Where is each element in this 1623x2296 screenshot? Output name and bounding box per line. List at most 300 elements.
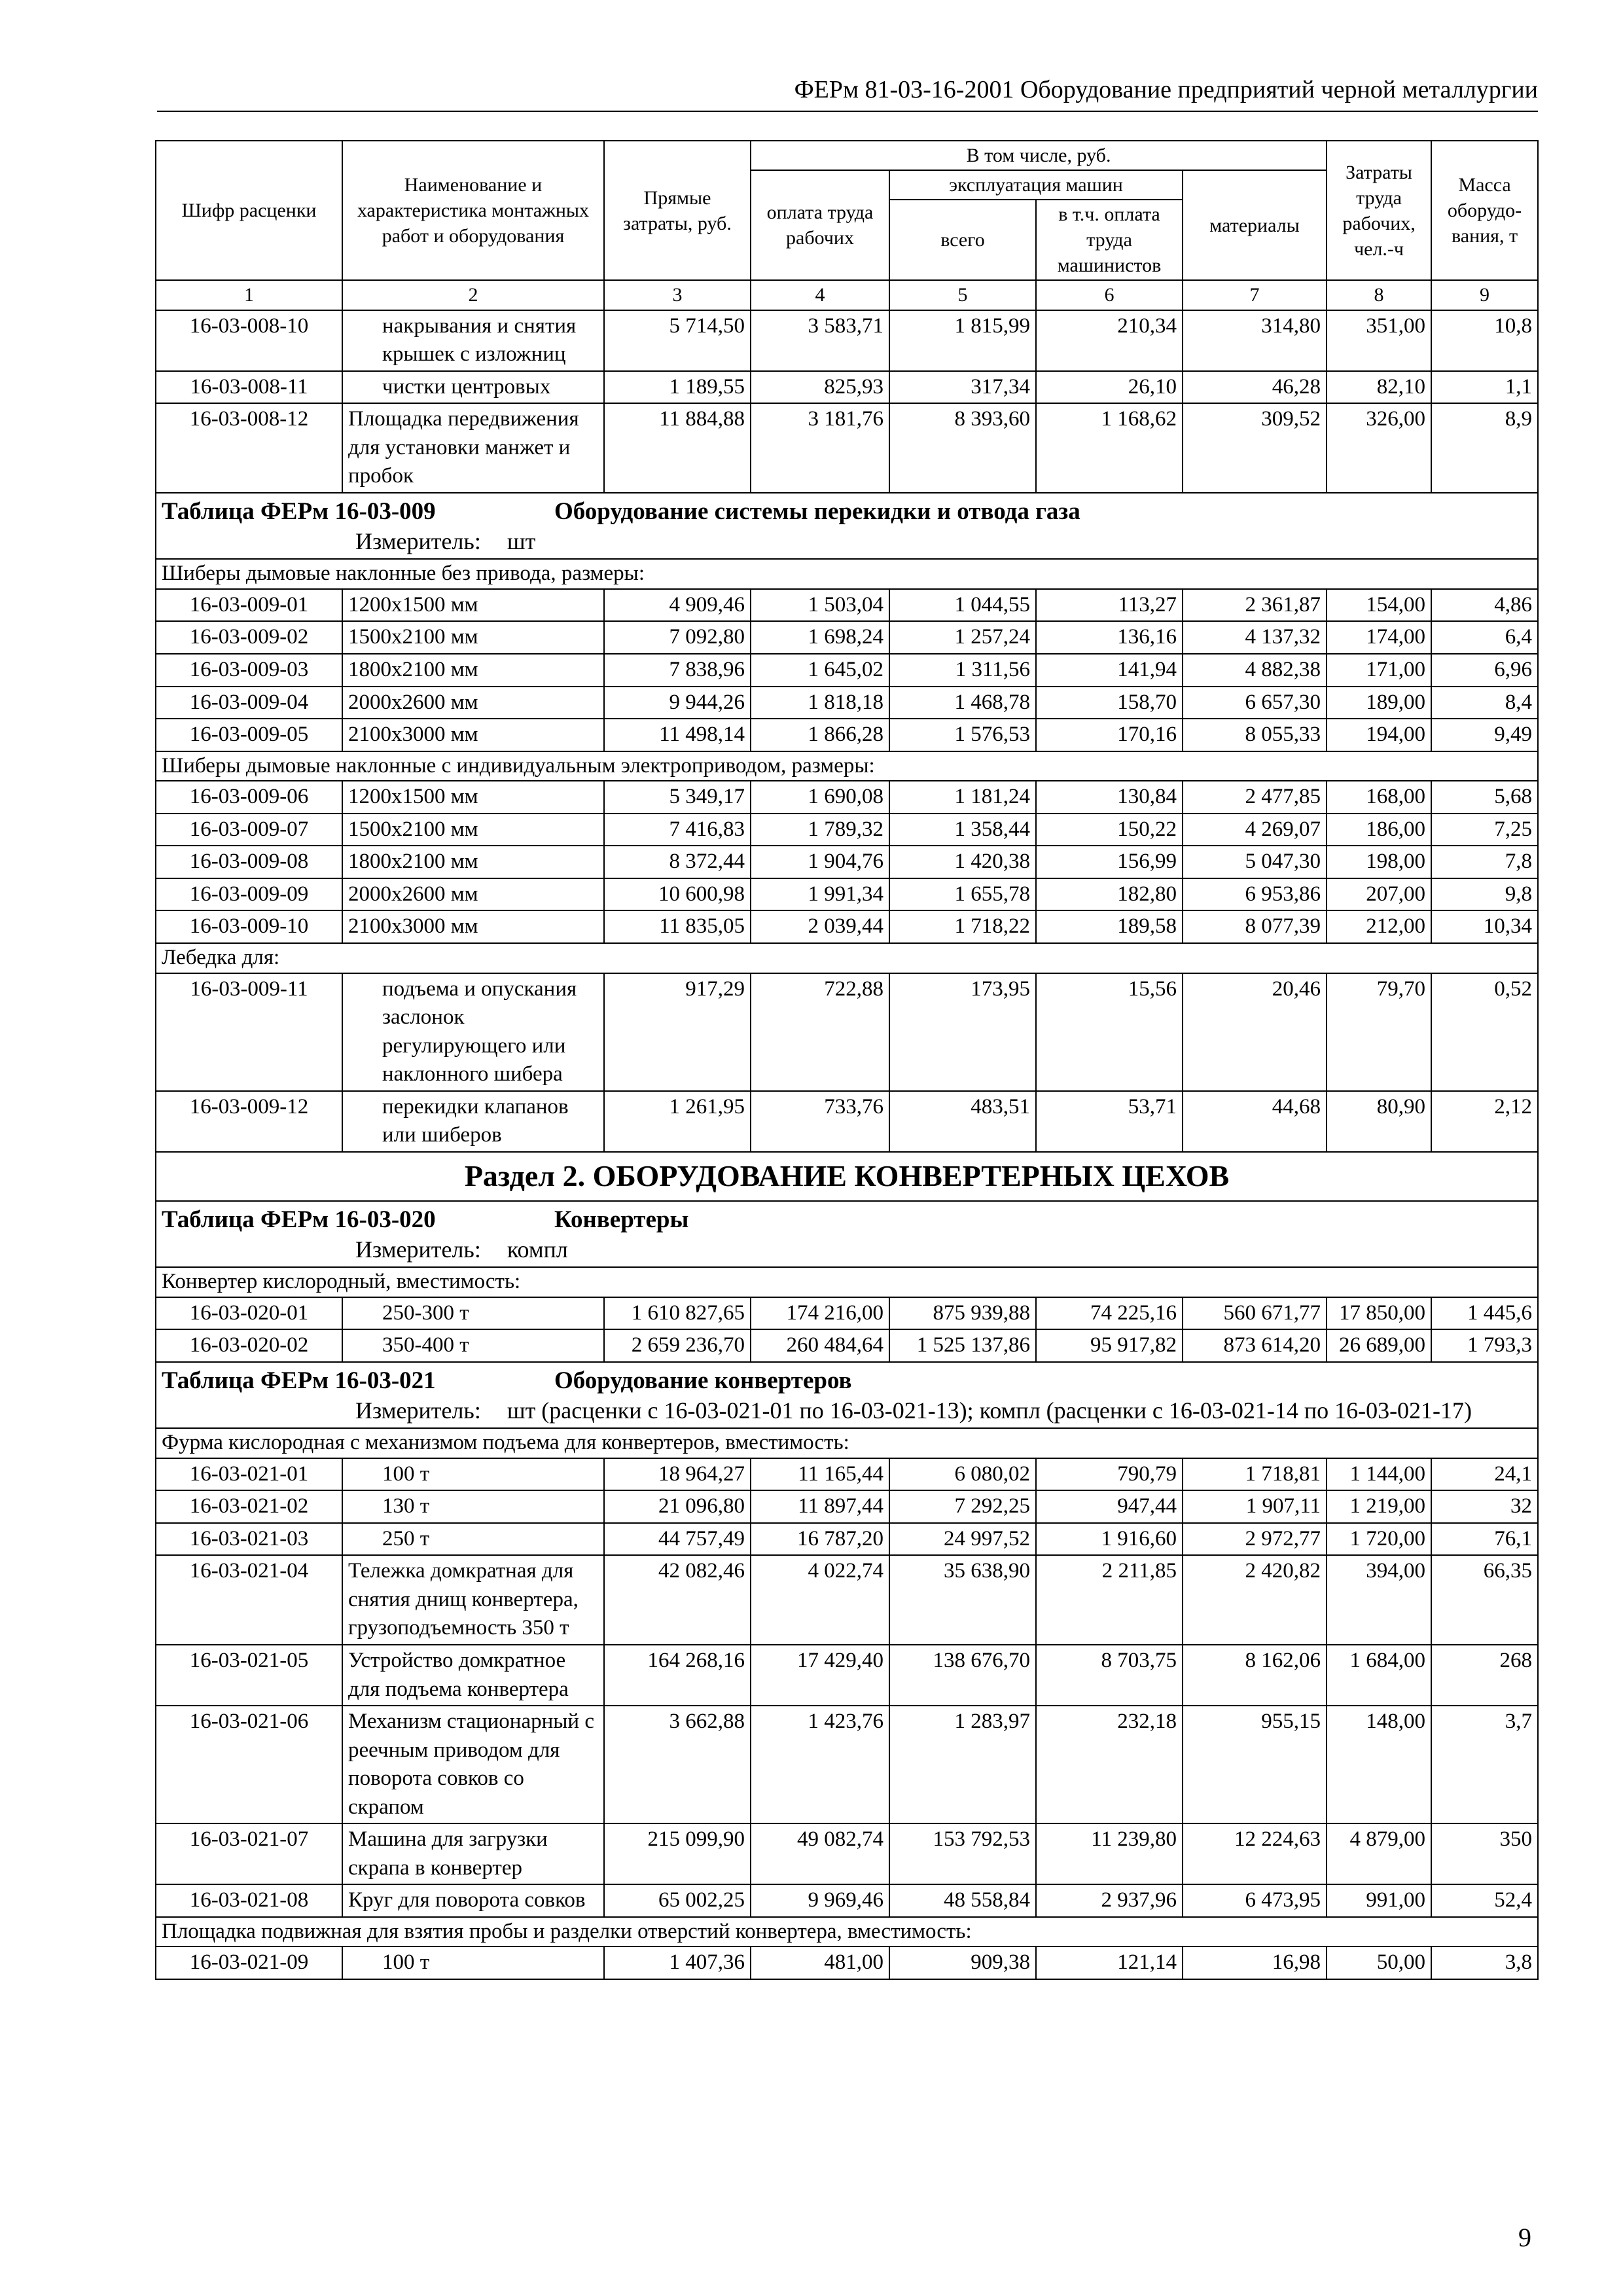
table-title: Таблица ФЕРм 16-03-020 (162, 1206, 436, 1233)
value-c6: 947,44 (1036, 1490, 1183, 1523)
value-c7: 4 882,38 (1183, 654, 1327, 687)
value-c3: 5 714,50 (604, 310, 751, 371)
group-row (156, 943, 1538, 973)
value-c8: 171,00 (1327, 654, 1431, 687)
value-c9: 3,8 (1431, 1946, 1538, 1979)
value-c5: 1 181,24 (889, 781, 1036, 814)
value-c3: 44 757,49 (604, 1523, 751, 1556)
table-body (156, 310, 1538, 1979)
value-c3: 917,29 (604, 973, 751, 1091)
group-label: Площадка подвижная для взятия пробы и разделки отверстий конвертера, вместимость: (156, 1917, 1538, 1947)
value-c3: 9 944,26 (604, 687, 751, 719)
value-c9: 4,86 (1431, 589, 1538, 622)
group-label: Шиберы дымовые наклонные с индивидуальным электроприводом, размеры: (156, 751, 1538, 781)
value-c5: 1 576,53 (889, 719, 1036, 751)
value-c7: 955,15 (1183, 1706, 1327, 1823)
value-c7: 12 224,63 (1183, 1823, 1327, 1884)
value-c4: 1 904,76 (751, 846, 889, 878)
value-c8: 50,00 (1327, 1946, 1431, 1979)
table-heading-row (156, 493, 1538, 560)
measure-value: компл (507, 1236, 568, 1263)
work-name: 1800х2100 мм (342, 846, 604, 878)
table-title-line (162, 1365, 1532, 1395)
value-c5: 1 525 137,86 (889, 1329, 1036, 1362)
rate-code: 16-03-021-01 (156, 1458, 342, 1491)
value-c3: 8 372,44 (604, 846, 751, 878)
work-name: 1500х2100 мм (342, 621, 604, 654)
value-c4: 733,76 (751, 1091, 889, 1152)
value-c8: 17 850,00 (1327, 1297, 1431, 1330)
value-c8: 1 144,00 (1327, 1458, 1431, 1491)
value-c3: 1 189,55 (604, 371, 751, 404)
value-c5: 1 358,44 (889, 814, 1036, 846)
value-c9: 350 (1431, 1823, 1538, 1884)
value-c8: 991,00 (1327, 1884, 1431, 1917)
table-row (156, 781, 1538, 814)
table-heading (156, 1201, 1538, 1268)
value-c6: 158,70 (1036, 687, 1183, 719)
table-row (156, 310, 1538, 371)
value-c6: 8 703,75 (1036, 1645, 1183, 1706)
value-c6: 170,16 (1036, 719, 1183, 751)
value-c9: 6,96 (1431, 654, 1538, 687)
value-c7: 2 972,77 (1183, 1523, 1327, 1556)
rate-code: 16-03-020-01 (156, 1297, 342, 1330)
table-heading-row (156, 1362, 1538, 1429)
work-name: 250 т (342, 1523, 604, 1556)
rate-code: 16-03-009-03 (156, 654, 342, 687)
rate-code: 16-03-021-09 (156, 1946, 342, 1979)
value-c4: 1 698,24 (751, 621, 889, 654)
group-label: Шиберы дымовые наклонные без привода, размеры: (156, 559, 1538, 589)
rate-code: 16-03-009-11 (156, 973, 342, 1091)
value-c8: 1 684,00 (1327, 1645, 1431, 1706)
group-label: Фурма кислородная с механизмом подъема для конвертеров, вместимость: (156, 1428, 1538, 1458)
value-c7: 2 477,85 (1183, 781, 1327, 814)
value-c6: 95 917,82 (1036, 1329, 1183, 1362)
table-row (156, 1823, 1538, 1884)
value-c4: 11 165,44 (751, 1458, 889, 1491)
col-machines-header: эксплуатация машин (889, 170, 1183, 200)
rate-code: 16-03-009-10 (156, 910, 342, 943)
value-c5: 317,34 (889, 371, 1036, 404)
col-code-header: Шифр расценки (156, 141, 342, 280)
value-c6: 11 239,80 (1036, 1823, 1183, 1884)
rate-code: 16-03-021-08 (156, 1884, 342, 1917)
table-row (156, 910, 1538, 943)
table-header (156, 141, 1538, 310)
value-c8: 189,00 (1327, 687, 1431, 719)
value-c7: 6 473,95 (1183, 1884, 1327, 1917)
value-c4: 1 423,76 (751, 1706, 889, 1823)
value-c4: 9 969,46 (751, 1884, 889, 1917)
value-c3: 3 662,88 (604, 1706, 751, 1823)
measure-value: шт (507, 528, 536, 554)
value-c6: 189,58 (1036, 910, 1183, 943)
value-c6: 1 168,62 (1036, 403, 1183, 493)
value-c5: 1 044,55 (889, 589, 1036, 622)
group-label: Лебедка для: (156, 943, 1538, 973)
value-c4: 1 503,04 (751, 589, 889, 622)
value-c4: 3 583,71 (751, 310, 889, 371)
work-name: 350-400 т (342, 1329, 604, 1362)
value-c4: 1 866,28 (751, 719, 889, 751)
value-c6: 26,10 (1036, 371, 1183, 404)
value-c3: 10 600,98 (604, 878, 751, 911)
page-number: 9 (1518, 2223, 1531, 2252)
group-label: Конвертер кислородный, вместимость: (156, 1267, 1538, 1297)
value-c4: 17 429,40 (751, 1645, 889, 1706)
col-materials-header: материалы (1183, 170, 1327, 280)
value-c3: 1 407,36 (604, 1946, 751, 1979)
rate-code: 16-03-008-11 (156, 371, 342, 404)
value-c4: 4 022,74 (751, 1555, 889, 1645)
value-c8: 148,00 (1327, 1706, 1431, 1823)
table-row (156, 846, 1538, 878)
col-number: 5 (889, 280, 1036, 310)
value-c7: 8 162,06 (1183, 1645, 1327, 1706)
col-number: 8 (1327, 280, 1431, 310)
value-c9: 52,4 (1431, 1884, 1538, 1917)
value-c5: 6 080,02 (889, 1458, 1036, 1491)
measure-line (162, 1395, 1532, 1427)
work-name: Площадка передвижения для установки манжет и пробок (342, 403, 604, 493)
value-c5: 909,38 (889, 1946, 1036, 1979)
col-number: 3 (604, 280, 751, 310)
value-c9: 5,68 (1431, 781, 1538, 814)
value-c8: 79,70 (1327, 973, 1431, 1091)
rate-code: 16-03-021-06 (156, 1706, 342, 1823)
col-labor-header: Затраты труда рабочих, чел.-ч (1327, 141, 1431, 280)
value-c5: 35 638,90 (889, 1555, 1036, 1645)
value-c6: 182,80 (1036, 878, 1183, 911)
value-c7: 5 047,30 (1183, 846, 1327, 878)
value-c6: 74 225,16 (1036, 1297, 1183, 1330)
value-c8: 326,00 (1327, 403, 1431, 493)
value-c4: 49 082,74 (751, 1823, 889, 1884)
table-row (156, 1297, 1538, 1330)
col-number: 2 (342, 280, 604, 310)
table-heading-row (156, 1201, 1538, 1268)
value-c4: 3 181,76 (751, 403, 889, 493)
rate-code: 16-03-009-04 (156, 687, 342, 719)
value-c9: 76,1 (1431, 1523, 1538, 1556)
value-c3: 7 838,96 (604, 654, 751, 687)
rate-code: 16-03-009-07 (156, 814, 342, 846)
value-c6: 1 916,60 (1036, 1523, 1183, 1556)
value-c7: 1 718,81 (1183, 1458, 1327, 1491)
work-name: 100 т (342, 1946, 604, 1979)
value-c5: 138 676,70 (889, 1645, 1036, 1706)
value-c7: 16,98 (1183, 1946, 1327, 1979)
value-c4: 1 818,18 (751, 687, 889, 719)
table-row (156, 1490, 1538, 1523)
value-c9: 0,52 (1431, 973, 1538, 1091)
value-c7: 20,46 (1183, 973, 1327, 1091)
value-c8: 174,00 (1327, 621, 1431, 654)
value-c4: 481,00 (751, 1946, 889, 1979)
value-c8: 351,00 (1327, 310, 1431, 371)
group-row (156, 559, 1538, 589)
table-row (156, 654, 1538, 687)
value-c6: 210,34 (1036, 310, 1183, 371)
value-c8: 168,00 (1327, 781, 1431, 814)
value-c9: 32 (1431, 1490, 1538, 1523)
value-c9: 1 445,6 (1431, 1297, 1538, 1330)
value-c7: 8 055,33 (1183, 719, 1327, 751)
work-name: 1200х1500 мм (342, 589, 604, 622)
value-c4: 260 484,64 (751, 1329, 889, 1362)
value-c7: 46,28 (1183, 371, 1327, 404)
value-c6: 121,14 (1036, 1946, 1183, 1979)
value-c5: 24 997,52 (889, 1523, 1036, 1556)
value-c3: 164 268,16 (604, 1645, 751, 1706)
value-c7: 8 077,39 (1183, 910, 1327, 943)
value-c8: 4 879,00 (1327, 1823, 1431, 1884)
group-row (156, 751, 1538, 781)
table-row (156, 1523, 1538, 1556)
value-c6: 53,71 (1036, 1091, 1183, 1152)
rate-code: 16-03-020-02 (156, 1329, 342, 1362)
value-c7: 6 953,86 (1183, 878, 1327, 911)
value-c5: 8 393,60 (889, 403, 1036, 493)
value-c6: 2 937,96 (1036, 1884, 1183, 1917)
table-row (156, 1329, 1538, 1362)
work-name: накрывания и снятия крышек с изложниц (342, 310, 604, 371)
value-c8: 80,90 (1327, 1091, 1431, 1152)
measure-line (162, 526, 1532, 558)
value-c4: 1 645,02 (751, 654, 889, 687)
value-c9: 6,4 (1431, 621, 1538, 654)
value-c3: 7 092,80 (604, 621, 751, 654)
table-heading (156, 1362, 1538, 1429)
value-c8: 212,00 (1327, 910, 1431, 943)
rate-code: 16-03-008-12 (156, 403, 342, 493)
value-c5: 1 815,99 (889, 310, 1036, 371)
value-c4: 174 216,00 (751, 1297, 889, 1330)
work-name: перекидки клапанов или шиберов (342, 1091, 604, 1152)
value-c3: 11 498,14 (604, 719, 751, 751)
work-name: Круг для поворота совков (342, 1884, 604, 1917)
col-number: 4 (751, 280, 889, 310)
value-c8: 198,00 (1327, 846, 1431, 878)
value-c8: 207,00 (1327, 878, 1431, 911)
value-c9: 268 (1431, 1645, 1538, 1706)
table-row (156, 687, 1538, 719)
value-c9: 10,8 (1431, 310, 1538, 371)
value-c4: 16 787,20 (751, 1523, 889, 1556)
price-table (155, 140, 1539, 1980)
value-c3: 215 099,90 (604, 1823, 751, 1884)
col-number: 1 (156, 280, 342, 310)
value-c4: 1 690,08 (751, 781, 889, 814)
rate-code: 16-03-009-12 (156, 1091, 342, 1152)
value-c5: 153 792,53 (889, 1823, 1036, 1884)
table-row (156, 1645, 1538, 1706)
value-c4: 2 039,44 (751, 910, 889, 943)
work-name: чистки центровых (342, 371, 604, 404)
value-c7: 309,52 (1183, 403, 1327, 493)
rate-code: 16-03-009-05 (156, 719, 342, 751)
value-c5: 1 468,78 (889, 687, 1036, 719)
value-c9: 7,8 (1431, 846, 1538, 878)
value-c7: 6 657,30 (1183, 687, 1327, 719)
rate-code: 16-03-008-10 (156, 310, 342, 371)
value-c9: 3,7 (1431, 1706, 1538, 1823)
table-row (156, 973, 1538, 1091)
value-c5: 1 420,38 (889, 846, 1036, 878)
rate-code: 16-03-021-03 (156, 1523, 342, 1556)
value-c9: 10,34 (1431, 910, 1538, 943)
value-c4: 1 991,34 (751, 878, 889, 911)
value-c5: 875 939,88 (889, 1297, 1036, 1330)
value-c8: 82,10 (1327, 371, 1431, 404)
value-c9: 1 793,3 (1431, 1329, 1538, 1362)
value-c8: 394,00 (1327, 1555, 1431, 1645)
table-row (156, 719, 1538, 751)
work-name: 1800х2100 мм (342, 654, 604, 687)
work-name: 250-300 т (342, 1297, 604, 1330)
value-c5: 1 311,56 (889, 654, 1036, 687)
table-heading (156, 493, 1538, 560)
value-c9: 24,1 (1431, 1458, 1538, 1491)
work-name: 1500х2100 мм (342, 814, 604, 846)
value-c6: 790,79 (1036, 1458, 1183, 1491)
work-name: Механизм стационарный с реечным приводом для поворота совков со скрапом (342, 1706, 604, 1823)
value-c3: 42 082,46 (604, 1555, 751, 1645)
rate-code: 16-03-021-02 (156, 1490, 342, 1523)
value-c6: 113,27 (1036, 589, 1183, 622)
measure-value: шт (расценки с 16-03-021-01 по 16-03-021-13); компл (расценки с 16-03-021-14 по 16-03-021-17) (507, 1397, 1472, 1424)
work-name: 2000х2600 мм (342, 878, 604, 911)
value-c7: 44,68 (1183, 1091, 1327, 1152)
work-name: 2100х3000 мм (342, 910, 604, 943)
table-row (156, 814, 1538, 846)
col-machines-wages-header: в т.ч. оплата труда машинистов (1036, 200, 1183, 280)
col-number: 9 (1431, 280, 1538, 310)
value-c6: 15,56 (1036, 973, 1183, 1091)
rate-code: 16-03-021-05 (156, 1645, 342, 1706)
table-title-line (162, 496, 1532, 526)
value-c6: 156,99 (1036, 846, 1183, 878)
rate-code: 16-03-009-09 (156, 878, 342, 911)
value-c4: 11 897,44 (751, 1490, 889, 1523)
table-title-line (162, 1204, 1532, 1234)
header-title: ФЕРм 81-03-16-2001 Оборудование предприятий черной металлургии (794, 76, 1538, 103)
value-c5: 1 283,97 (889, 1706, 1036, 1823)
work-name: Машина для загрузки скрапа в конвертер (342, 1823, 604, 1884)
col-including-header: В том числе, руб. (751, 141, 1327, 170)
table-title: Таблица ФЕРм 16-03-009 (162, 497, 436, 525)
rate-code: 16-03-009-08 (156, 846, 342, 878)
value-c4: 1 789,32 (751, 814, 889, 846)
rate-code: 16-03-009-02 (156, 621, 342, 654)
rate-code: 16-03-009-06 (156, 781, 342, 814)
value-c8: 1 219,00 (1327, 1490, 1431, 1523)
value-c4: 722,88 (751, 973, 889, 1091)
section-title: Раздел 2. ОБОРУДОВАНИЕ КОНВЕРТЕРНЫХ ЦЕХОВ (156, 1152, 1538, 1201)
value-c5: 1 718,22 (889, 910, 1036, 943)
value-c3: 2 659 236,70 (604, 1329, 751, 1362)
rate-code: 16-03-021-04 (156, 1555, 342, 1645)
value-c5: 48 558,84 (889, 1884, 1036, 1917)
value-c5: 1 655,78 (889, 878, 1036, 911)
measure-label: Измеритель: (355, 1236, 481, 1263)
value-c6: 150,22 (1036, 814, 1183, 846)
value-c7: 1 907,11 (1183, 1490, 1327, 1523)
table-row (156, 621, 1538, 654)
page-header (157, 69, 1538, 112)
value-c4: 825,93 (751, 371, 889, 404)
table-row (156, 1946, 1538, 1979)
work-name: 1200х1500 мм (342, 781, 604, 814)
work-name: 2000х2600 мм (342, 687, 604, 719)
col-mass-header: Масса оборудо-вания, т (1431, 141, 1538, 280)
value-c3: 18 964,27 (604, 1458, 751, 1491)
col-direct-header: Прямые затраты, руб. (604, 141, 751, 280)
value-c8: 154,00 (1327, 589, 1431, 622)
value-c7: 4 137,32 (1183, 621, 1327, 654)
measure-label: Измеритель: (355, 528, 481, 554)
table-row (156, 878, 1538, 911)
value-c7: 4 269,07 (1183, 814, 1327, 846)
table-row (156, 371, 1538, 404)
value-c3: 4 909,46 (604, 589, 751, 622)
value-c9: 7,25 (1431, 814, 1538, 846)
value-c3: 11 884,88 (604, 403, 751, 493)
measure-label: Измеритель: (355, 1397, 481, 1424)
table-row (156, 403, 1538, 493)
value-c3: 1 261,95 (604, 1091, 751, 1152)
value-c3: 1 610 827,65 (604, 1297, 751, 1330)
col-wages-header: оплата труда рабочих (751, 170, 889, 280)
group-row (156, 1428, 1538, 1458)
value-c7: 314,80 (1183, 310, 1327, 371)
value-c9: 66,35 (1431, 1555, 1538, 1645)
value-c9: 9,8 (1431, 878, 1538, 911)
measure-line (162, 1234, 1532, 1266)
value-c7: 873 614,20 (1183, 1329, 1327, 1362)
value-c6: 2 211,85 (1036, 1555, 1183, 1645)
table-row (156, 1706, 1538, 1823)
value-c5: 173,95 (889, 973, 1036, 1091)
value-c5: 7 292,25 (889, 1490, 1036, 1523)
work-name: 2100х3000 мм (342, 719, 604, 751)
value-c9: 8,9 (1431, 403, 1538, 493)
value-c5: 483,51 (889, 1091, 1036, 1152)
value-c6: 136,16 (1036, 621, 1183, 654)
value-c9: 1,1 (1431, 371, 1538, 404)
group-row (156, 1267, 1538, 1297)
value-c3: 21 096,80 (604, 1490, 751, 1523)
value-c7: 560 671,77 (1183, 1297, 1327, 1330)
rate-code: 16-03-009-01 (156, 589, 342, 622)
table-caption: Оборудование конвертеров (554, 1367, 852, 1394)
value-c9: 2,12 (1431, 1091, 1538, 1152)
col-machines-total-header: всего (889, 200, 1036, 280)
table-row (156, 1458, 1538, 1491)
work-name: Тележка домкратная для снятия днищ конвертера, грузоподъемность 350 т (342, 1555, 604, 1645)
value-c6: 141,94 (1036, 654, 1183, 687)
col-number: 7 (1183, 280, 1327, 310)
work-name: 100 т (342, 1458, 604, 1491)
table-title: Таблица ФЕРм 16-03-021 (162, 1367, 436, 1394)
value-c8: 186,00 (1327, 814, 1431, 846)
table-caption: Конвертеры (554, 1206, 689, 1233)
value-c3: 7 416,83 (604, 814, 751, 846)
col-number: 6 (1036, 280, 1183, 310)
col-name-header: Наименование и характеристика монтажных работ и оборудования (342, 141, 604, 280)
